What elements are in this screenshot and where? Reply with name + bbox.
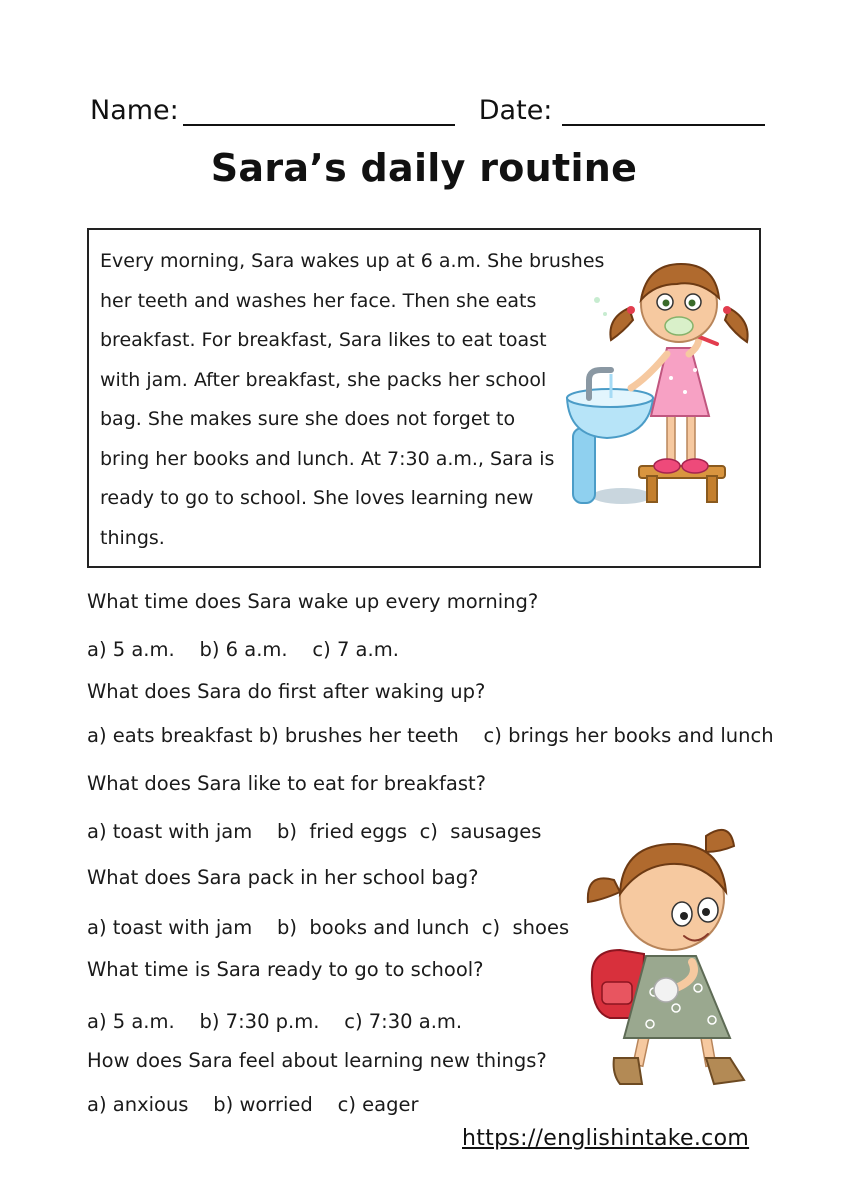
question-6: How does Sara feel about learning new things? bbox=[87, 1049, 547, 1072]
question-1-options: a) 5 a.m. b) 6 a.m. c) 7 a.m. bbox=[87, 638, 399, 661]
question-4: What does Sara pack in her school bag? bbox=[87, 866, 479, 889]
passage-line: ready to go to school. She loves learning new bbox=[100, 487, 534, 509]
page-title: Sara’s daily routine bbox=[210, 146, 638, 190]
name-label: Name: bbox=[90, 95, 179, 126]
passage-line: things. bbox=[100, 526, 165, 549]
passage-line: bring her books and lunch. At 7:30 a.m., Sara is bbox=[100, 447, 555, 470]
date-label: Date: bbox=[478, 95, 553, 126]
question-2-options: a) eats breakfast b) brushes her teeth c) brings her books and lunch bbox=[87, 724, 774, 747]
passage-line: breakfast. For breakfast, Sara likes to eat toast bbox=[100, 329, 547, 351]
website-link[interactable]: https://englishintake.com bbox=[462, 1126, 750, 1151]
question-2: What does Sara do first after waking up? bbox=[87, 680, 486, 703]
reading-passage-box bbox=[87, 228, 761, 568]
question-4-options: a) toast with jam b) books and lunch c) shoes bbox=[87, 916, 570, 939]
passage-line: with jam. After breakfast, she packs her school bbox=[100, 368, 547, 391]
name-field-line[interactable] bbox=[183, 98, 455, 126]
header-fields bbox=[90, 86, 765, 126]
question-3: What does Sara like to eat for breakfast? bbox=[87, 772, 486, 795]
question-1: What time does Sara wake up every morning? bbox=[87, 590, 539, 613]
passage-line: bag. She makes sure she does not forget to bbox=[100, 408, 516, 430]
date-field-line[interactable] bbox=[562, 98, 765, 126]
question-5: What time is Sara ready to go to school? bbox=[87, 958, 484, 981]
passage-line: Every morning, Sara wakes up at 6 a.m. She brushes bbox=[100, 250, 605, 272]
question-3-options: a) toast with jam b) fried eggs c) sausages bbox=[87, 820, 542, 843]
reading-passage bbox=[100, 242, 605, 558]
question-5-options: a) 5 a.m. b) 7:30 p.m. c) 7:30 a.m. bbox=[87, 1010, 463, 1033]
girl-with-backpack-illustration bbox=[580, 822, 750, 1090]
question-6-options: a) anxious b) worried c) eager bbox=[87, 1093, 419, 1116]
passage-line: her teeth and washes her face. Then she eats bbox=[100, 289, 537, 312]
girl-brushing-teeth-illustration bbox=[567, 258, 757, 518]
